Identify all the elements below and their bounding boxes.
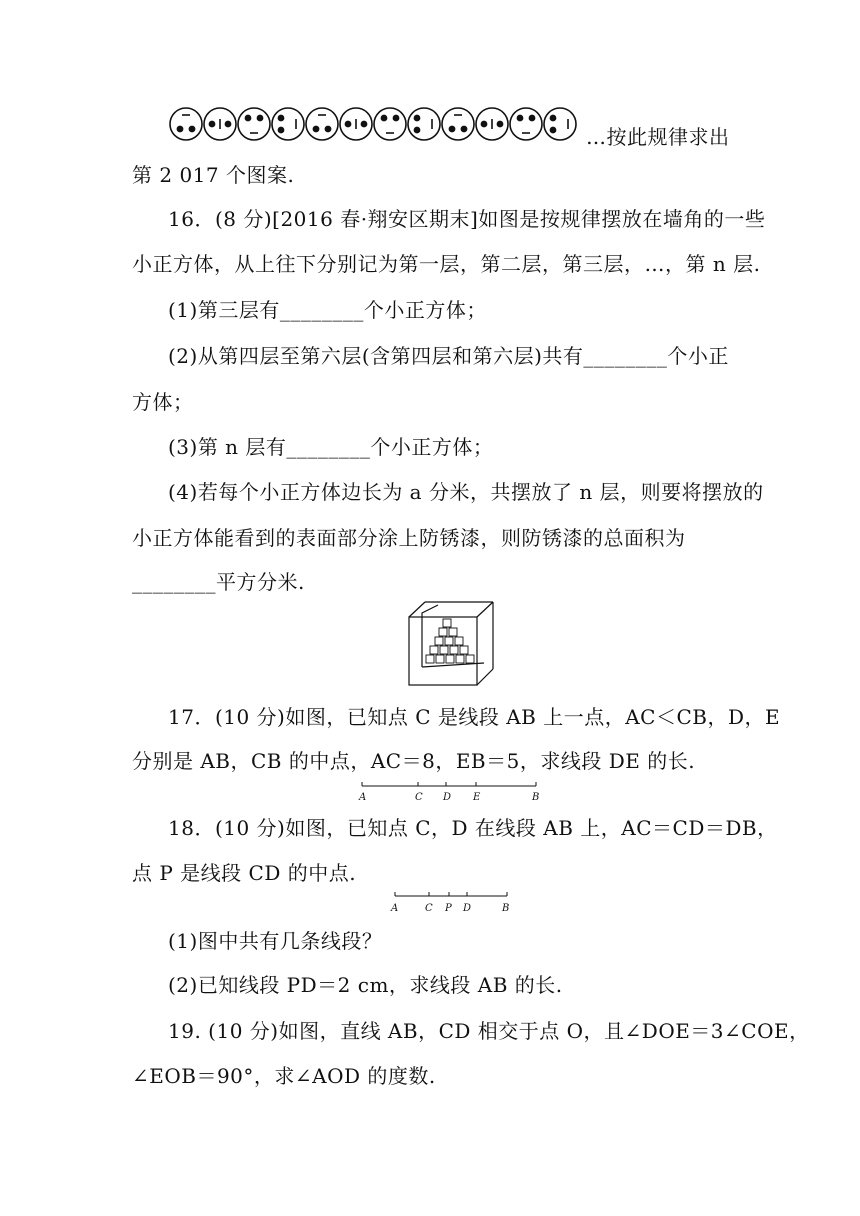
problem16-line2: 小正方体，从上往下分别记为第一层，第二层，第三层，…，第 n 层. (132, 252, 761, 276)
problem16-q4c: ________平方分米. (132, 570, 305, 594)
problem16-q3: (3)第 n 层有________个小正方体； (168, 435, 494, 459)
problem18-q1: (1)图中共有几条线段？ (168, 929, 383, 953)
dot-pattern-figure (168, 103, 588, 147)
problem19-line2: ∠EOB＝90°，求∠AOD 的度数. (132, 1064, 436, 1088)
problem16-q4b: 小正方体能看到的表面部分涂上防锈漆，则防锈漆的总面积为 (132, 526, 686, 550)
label-d: D (443, 792, 452, 803)
label-a: A (359, 792, 367, 803)
label-e: E (473, 792, 481, 803)
segment-figure-18 (388, 890, 514, 916)
problem18-q2: (2)已知线段 PD＝2 cm，求线段 AB 的长. (168, 973, 563, 997)
label-a: A (391, 903, 399, 914)
problem16-head: 16．(8 分)[2016 春·翔安区期末]如图是按规律摆放在墙角的一些 (168, 207, 766, 231)
label-b: B (532, 792, 540, 803)
label-p: P (445, 903, 452, 914)
label-b: B (502, 903, 510, 914)
problem16-q2a: (2)从第四层至第六层(含第四层和第六层)共有________个小正 (168, 344, 729, 368)
label-c: C (425, 903, 433, 914)
problem17-line2: 分别是 AB，CB 的中点，AC＝8，EB＝5，求线段 DE 的长. (132, 749, 696, 773)
label-d: D (463, 903, 472, 914)
problem15-line2: 第 2 017 个图案. (132, 163, 295, 187)
problem16-q4a: (4)若每个小正方体边长为 a 分米，共摆放了 n 层，则要将摆放的 (168, 480, 764, 504)
problem19-line1: 19. (10 分)如图，直线 AB，CD 相交于点 O，且∠DOE＝3∠COE， (168, 1019, 810, 1043)
label-c: C (415, 792, 423, 803)
problem17-line1: 17．(10 分)如图，已知点 C 是线段 AB 上一点，AC＜CB，D，E (168, 705, 781, 729)
problem18-line1: 18．(10 分)如图，已知点 C，D 在线段 AB 上，AC＝CD＝DB， (168, 816, 778, 840)
problem16-q1: (1)第三层有________个小正方体； (168, 298, 487, 322)
cube-stack-figure (408, 601, 494, 687)
problem18-line2: 点 P 是线段 CD 的中点. (132, 861, 357, 885)
problem16-q2b: 方体； (132, 390, 194, 414)
pattern-tail-text: …按此规律求出 (586, 125, 730, 149)
segment-figure-17 (356, 780, 546, 804)
